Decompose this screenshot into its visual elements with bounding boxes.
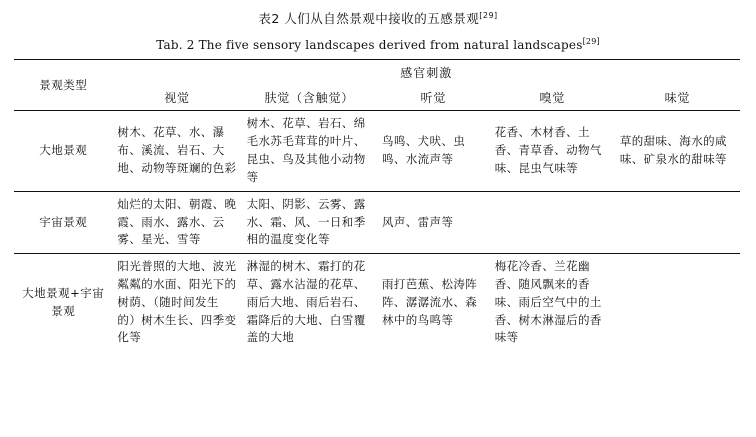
caption-en-text: Tab. 2 The five sensory landscapes derived from natural landscapes xyxy=(156,37,583,52)
cell-gustatory: 草的甜味、海水的咸味、矿泉水的甜味等 xyxy=(615,111,740,191)
cell-visual: 灿烂的太阳、朝霞、晚霞、雨水、露水、云雾、星光、雪等 xyxy=(112,191,241,253)
header-visual: 视觉 xyxy=(112,85,241,111)
cell-gustatory xyxy=(615,254,740,352)
row-type-earth-plus-cosmic-landscape: 大地景观+宇宙景观 xyxy=(22,286,105,318)
row-type-earth-landscape: 大地景观 xyxy=(14,111,112,191)
sensory-landscape-table xyxy=(14,59,740,351)
caption-cn-reference: [29] xyxy=(479,11,498,20)
header-gustatory: 味觉 xyxy=(615,85,740,111)
cell-skin-sense: 树木、花草、岩石、绵毛水苏毛茸茸的叶片、昆虫、鸟及其他小动物等 xyxy=(242,111,377,191)
table-row xyxy=(14,111,740,191)
caption-cn-text: 表2 人们从自然景观中接收的五感景观 xyxy=(258,11,480,27)
header-olfactory: 嗅觉 xyxy=(490,85,615,111)
cell-visual: 阳光普照的大地、波光粼粼的水面、阳光下的树荫、（随时间发生的）树木生长、四季变化等 xyxy=(117,259,237,345)
cell-olfactory: 梅花冷香、兰花幽香、随风飘来的香味、雨后空气中的土香、树木淋湿后的香味等 xyxy=(494,259,602,345)
cell-auditory: 雨打芭蕉、松涛阵阵、潺潺流水、森林中的鸟鸣等 xyxy=(381,276,478,327)
header-sensory-stimulus: 感官刺激 xyxy=(112,60,740,86)
row-type-cosmic-landscape: 宇宙景观 xyxy=(14,191,112,253)
table-header-row-group xyxy=(14,60,740,86)
cell-olfactory: 花香、木材香、土香、青草香、动物气味、昆虫气味等 xyxy=(490,111,615,191)
header-skin-sense: 肤觉（含触觉） xyxy=(242,85,377,111)
cell-auditory: 风声、雷声等 xyxy=(377,191,490,253)
header-auditory: 听觉 xyxy=(377,85,490,111)
table-caption-en xyxy=(14,36,742,54)
table-header-row-sub xyxy=(14,85,740,111)
cell-olfactory xyxy=(490,191,615,253)
cell-skin-sense: 淋湿的树木、霜打的花草、露水沾湿的花草、雨后大地、雨后岩石、霜降后的大地、白雪覆盖的大地 xyxy=(246,259,366,345)
caption-en-reference: [29] xyxy=(582,36,600,46)
header-landscape-type: 景观类型 xyxy=(14,60,112,111)
table-row xyxy=(14,254,740,352)
table-row xyxy=(14,191,740,253)
cell-skin-sense: 太阳、阴影、云雾、露水、霜、风、一日和季相的温度变化等 xyxy=(242,191,377,253)
cell-auditory: 鸟鸣、犬吠、虫鸣、水流声等 xyxy=(377,111,490,191)
cell-visual: 树木、花草、水、瀑布、溪流、岩石、大地、动物等斑斓的色彩 xyxy=(112,111,241,191)
table-caption-cn xyxy=(14,10,742,28)
cell-gustatory xyxy=(615,191,740,253)
